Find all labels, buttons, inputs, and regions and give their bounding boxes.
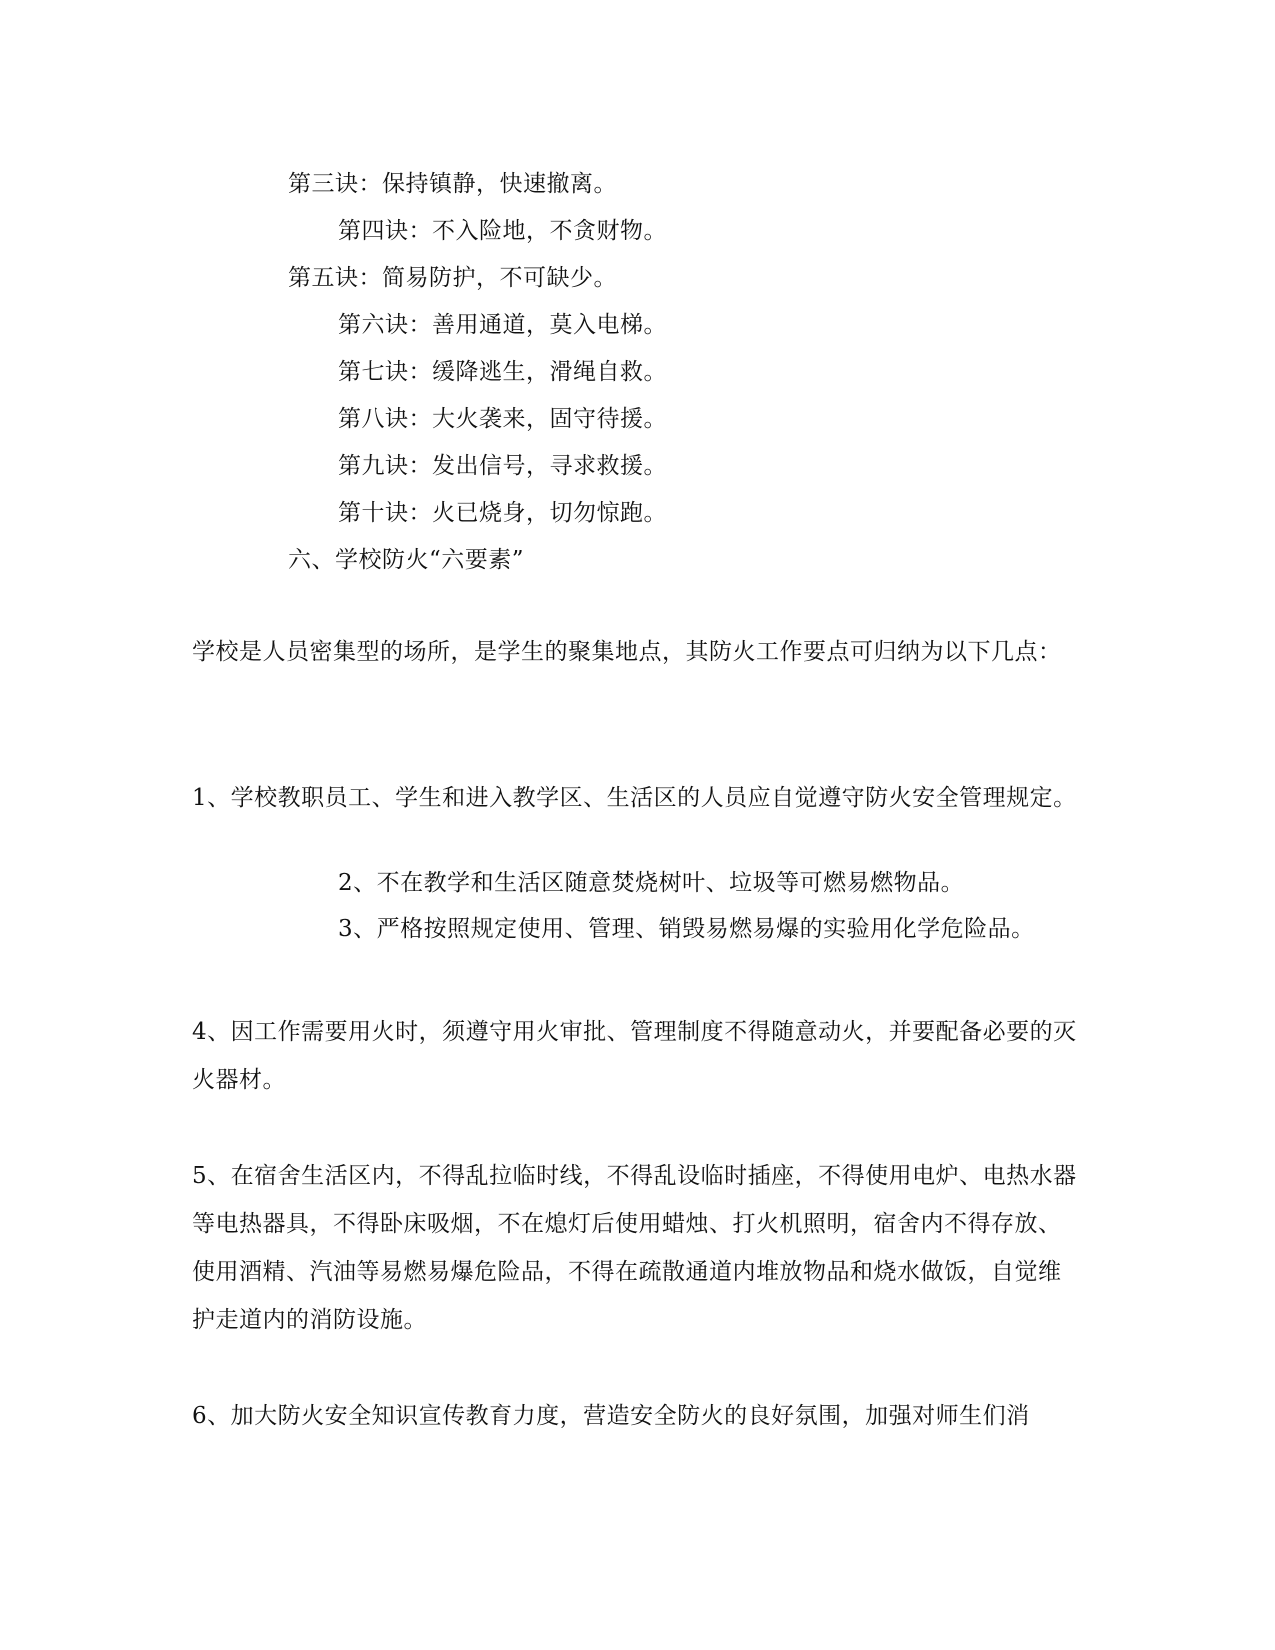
- rule-line-3: 第三诀：保持镇静，快速撤离。: [288, 171, 617, 197]
- item-5: 5、在宿舍生活区内，不得乱拉临时线，不得乱设临时插座，不得使用电炉、电热水器等电热器具，不得卧床吸烟，不在熄灯后使用蜡烛、打火机照明，宿舍内不得存放、使用酒精、汽油等易燃易爆危险品，不得在疏散通道内堆放物品和烧水做饭，自觉维护走道内的消防设施。: [192, 1163, 1077, 1333]
- item-6: 6、加大防火安全知识宣传教育力度，营造安全防火的良好氛围，加强对师生们消: [192, 1403, 1030, 1429]
- rule-line-5: 第五诀：简易防护，不可缺少。: [288, 265, 617, 291]
- item-3: 3、严格按照规定使用、管理、销毁易燃易爆的实验用化学危险品。: [338, 916, 1035, 942]
- rule-line-6: 第六诀：善用通道，莫入电梯。: [338, 312, 667, 338]
- rule-line-4: 第四诀：不入险地，不贪财物。: [338, 218, 667, 244]
- rule-line-10: 第十诀：火已烧身，切勿惊跑。: [338, 500, 667, 526]
- intro-paragraph: 学校是人员密集型的场所，是学生的聚集地点，其防火工作要点可归纳为以下几点：: [192, 639, 1062, 665]
- rule-line-7: 第七诀：缓降逃生，滑绳自救。: [338, 359, 667, 385]
- item-1: 1、学校教职员工、学生和进入教学区、生活区的人员应自觉遵守防火安全管理规定。: [192, 785, 1077, 811]
- item-2: 2、不在教学和生活区随意焚烧树叶、垃圾等可燃易燃物品。: [338, 870, 965, 896]
- item-4: 4、因工作需要用火时，须遵守用火审批、管理制度不得随意动火，并要配备必要的灭火器材。: [192, 1019, 1077, 1093]
- rule-line-9: 第九诀：发出信号，寻求救援。: [338, 453, 667, 479]
- rule-line-8: 第八诀：大火袭来，固守待援。: [338, 406, 667, 432]
- section-heading: 六、学校防火“六要素”: [288, 547, 525, 573]
